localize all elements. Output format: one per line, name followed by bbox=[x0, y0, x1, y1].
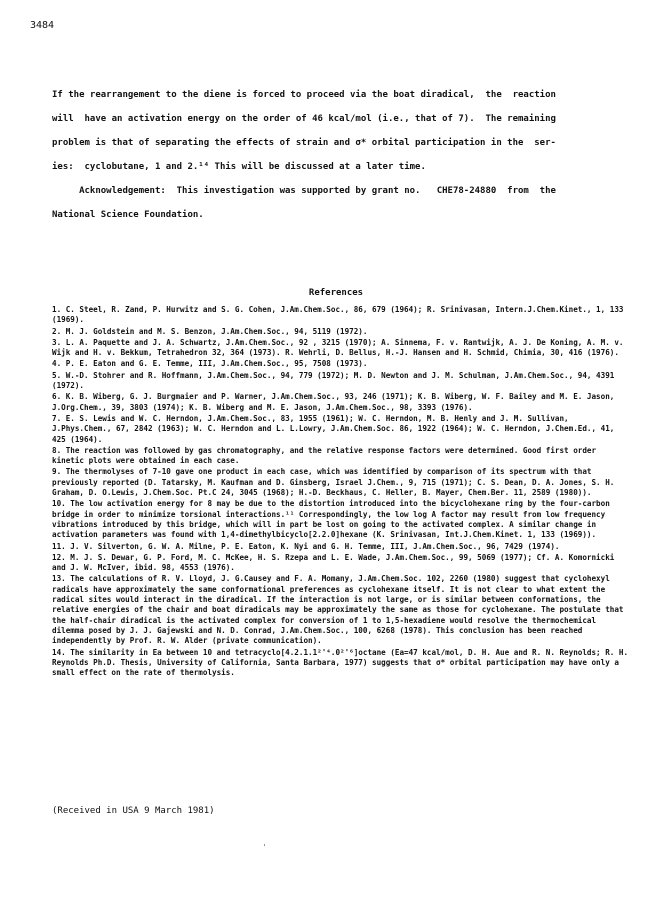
reference-item: 9. The thermolyses of 7-10 gave one product in each case, which was identified by comparison of its spectrum with that previously reported (D. Tatarsky, M. Kaufman and D. Ginsberg, Israel J.Chem., 9, 715 (1971); C. S. Dean, D. A. Jones, S. H. Graham, D. O.Lewis, J.Chem.Soc. Pt.C 24, 3045 (1968); H.-D. Beckhaus, C. Heller, B. Mayer, Chem.Ber. 11, 2589 (1980)). bbox=[52, 467, 615, 498]
references-list bbox=[52, 305, 632, 679]
acknowledgement-line: National Science Foundation. bbox=[52, 210, 204, 220]
reference-item: 1. C. Steel, R. Zand, P. Hurwitz and S. G. Cohen, J.Am.Chem.Soc., 86, 679 (1964); R. Srinivasan, Intern.J.Chem.Kinet., 1, 133 (1969). bbox=[52, 305, 624, 325]
reference-item: 4. P. E. Eaton and G. E. Temme, III, J.Am.Chem.Soc., 95, 7508 (1973). bbox=[52, 359, 368, 369]
reference-item: 8. The reaction was followed by gas chromatography, and the relative response factors were determined. Good first order kinetic plots were obtained in each case. bbox=[52, 445, 597, 466]
reference-item: 13. The calculations of R. V. Lloyd, J. G.Causey and F. A. Momany, J.Am.Chem.Soc. 102, 2260 (1980) suggest that cyclohexyl radicals have approximately the same conformational preferences as cyclohexane itself. It is not clear to what extent the radical sites would interact in the diradical. If the interaction is not large, or is similar between conformations, the relative energies of the chair and boat diradicals may be approximately the same as those for cyclohexane. The postulate that the half-chair diradical is the activated complex for conversion of 1 to 1,5-hexadiene would resolve the thermochemical dilemma posed by J. J. Gajewski and N. D. Conrad, J.Am.Chem.Soc., 100, 6268 (1978). This conclusion has been reached independently by Prof. R. W. Alder (private communication). bbox=[52, 574, 624, 646]
reference-item: 2. M. J. Goldstein and M. S. Benzon, J.Am.Chem.Soc., 94, 5119 (1972). bbox=[52, 326, 368, 336]
reference-item: 6. K. B. Wiberg, G. J. Burgmaier and P. Warner, J.Am.Chem.Soc., 93, 246 (1971); K. B. Wiberg, W. F. Bailey and M. E. Jason, J.Org.Chem., 39, 3803 (1974); K. B. Wiberg and M. E. Jason, J.Am.Chem.Soc., 98, 3393 (1976). bbox=[52, 392, 615, 412]
acknowledgement-line: Acknowledgement: This investigation was supported by grant no. CHE78-24880 from the bbox=[52, 186, 556, 196]
stray-mark: ' bbox=[262, 843, 267, 852]
reference-item: 3. L. A. Paquette and J. A. Schwartz, J.Am.Chem.Soc., 92 , 3215 (1970); A. Sinnema, F. v. Rantwijk, A. J. De Koning, A. M. v. Wijk and H. v. Bekkum, Tetrahedron 32, 364 (1973). R. Wehrli, D. Bellus, H.-J. Hansen and H. Schmid, Chimia, 30, 416 (1976). bbox=[52, 337, 624, 358]
received-date-note: (Received in USA 9 March 1981) bbox=[52, 806, 215, 816]
body-line: ies: cyclobutane, 1 and 2.¹⁴ This will be discussed at a later time. bbox=[52, 162, 426, 172]
page-number: 3484 bbox=[30, 20, 55, 31]
reference-item: 10. The low activation energy for 8 may be due to the distortion introduced into the bicyclohexane ring by the four-carbon bridge in order to minimize torsional interactions.¹¹ Correspondingly, the low log A factor may result from low frequency vibrations introduced by this bridge, which will in part be lost on going to the activated complex. A similar change in activation parameters was found with 1,4-dimethylbicyclo[2.2.0]hexane (K. Srinivasan, Int.J.Chem.Kinet. 1, 133 (1969)). bbox=[52, 499, 610, 540]
references-heading: References bbox=[308, 288, 364, 298]
reference-item: 11. J. V. Silverton, G. W. A. Milne, P. E. Eaton, K. Nyi and G. H. Temme, III, J.Am.Chem.Soc., 96, 7429 (1974). bbox=[52, 541, 560, 551]
body-line: will have an activation energy on the order of 46 kcal/mol (i.e., that of 7). The remaining bbox=[52, 114, 556, 124]
reference-item: 5. W.-D. Stohrer and R. Hoffmann, J.Am.Chem.Soc., 94, 779 (1972); M. D. Newton and J. M. Schulman, J.Am.Chem.Soc., 94, 4391 (1972). bbox=[52, 370, 615, 391]
reference-item: 12. M. J. S. Dewar, G. P. Ford, M. C. McKee, H. S. Rzepa and L. E. Wade, J.Am.Chem.Soc., 99, 5069 (1977); Cf. A. Komornicki and J. W. McIver, ibid. 98, 4553 (1976). bbox=[52, 552, 615, 573]
body-line: problem is that of separating the effects of strain and σ* orbital participation in the ser- bbox=[52, 138, 556, 148]
body-line: If the rearrangement to the diene is forced to proceed via the boat diradical, the reaction bbox=[52, 90, 556, 100]
reference-item: 14. The similarity in Ea between 10 and tetracyclo[4.2.1.1²'⁴.0²'⁶]octane (Ea=47 kcal/mol, D. H. Aue and R. N. Reynolds; R. H. Reynolds Ph.D. Thesis, University of California, Santa Barbara, 1977) suggests that σ* orbital participation may have only a small effect on the rate of thermolysis. bbox=[52, 647, 629, 678]
reference-item: 7. E. S. Lewis and W. C. Herndon, J.Am.Chem.Soc., 83, 1955 (1961); W. C. Herndon, M. B. Henly and J. M. Sullivan, J.Phys.Chem., 67, 2842 (1963); W. C. Herndon and L. L.Lowry, J.Am.Chem.Soc. 86, 1922 (1964); W. C. Herndon, J.Chem.Ed., 41, 425 (1964). bbox=[52, 413, 615, 444]
